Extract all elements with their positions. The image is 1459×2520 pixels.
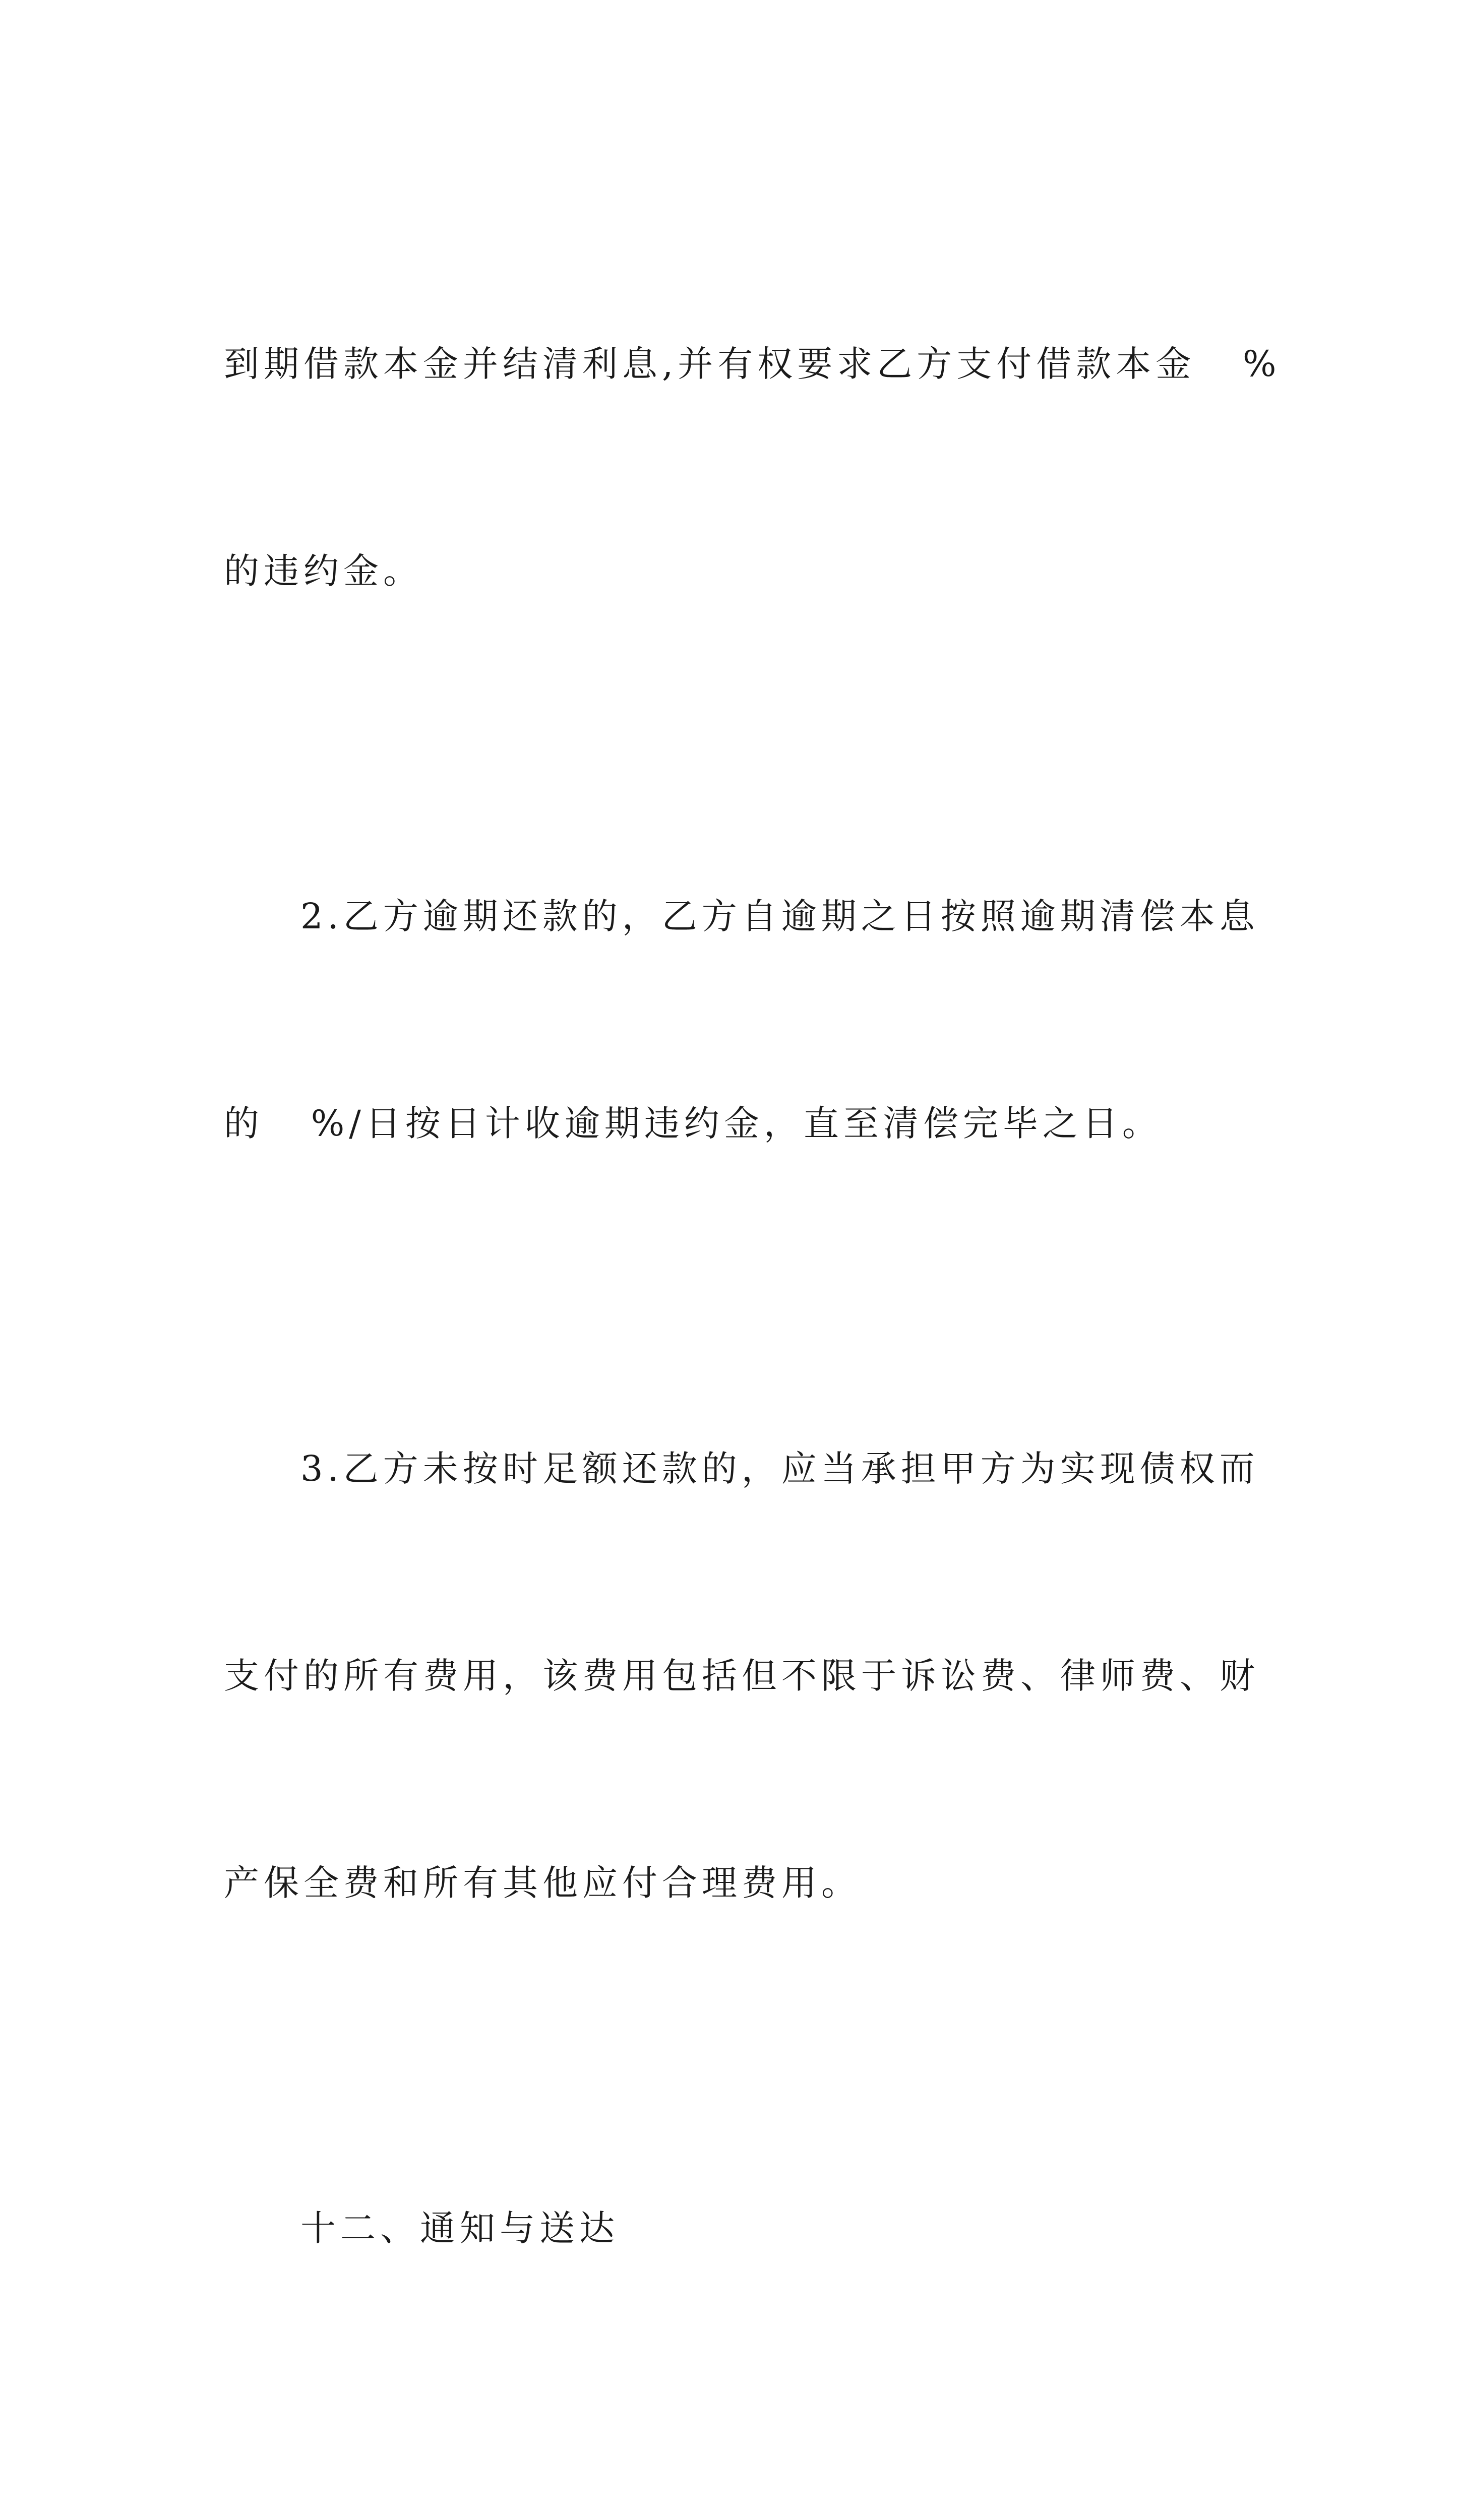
paragraph-clause-3 bbox=[224, 1296, 1283, 2056]
paragraph-notice-1 bbox=[224, 2401, 1283, 2520]
document-body bbox=[224, 192, 1283, 2520]
text-line: 3.乙方未按时足额还款的，应当承担甲方为实现债权而 bbox=[300, 1448, 1259, 1489]
text-line: 到期借款本金并结清利息,并有权要求乙方支付借款本金 % bbox=[224, 343, 1281, 385]
text-line: 产保全费和所有其他应付合理费用。 bbox=[224, 1862, 861, 1904]
text-line: 支付的所有费用，该费用包括但不限于诉讼费、律师费、财 bbox=[224, 1655, 1259, 1696]
paragraph-continuation bbox=[224, 192, 1283, 744]
paragraph-clause-2 bbox=[224, 744, 1283, 1296]
text-line: 的违约金。 bbox=[224, 550, 423, 592]
section-heading-12 bbox=[224, 2056, 1283, 2401]
text-line: 2.乙方逾期还款的，乙方自逾期之日按照逾期清偿本息 bbox=[300, 896, 1259, 937]
text-line: 的 %/日按日计收逾期违约金，直至清偿完毕之日。 bbox=[224, 1103, 1162, 1144]
text-line: 十二、通知与送达 bbox=[300, 2208, 619, 2249]
